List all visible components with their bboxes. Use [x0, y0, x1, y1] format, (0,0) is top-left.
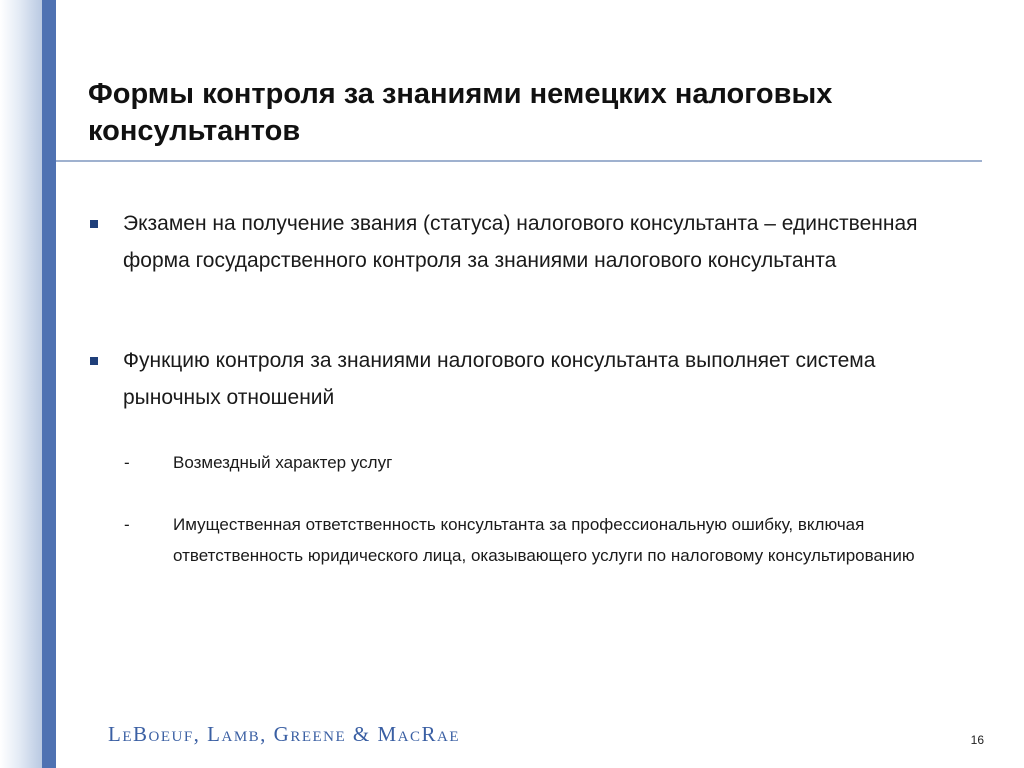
side-gradient-decoration — [0, 0, 42, 768]
sub-item-dash: - — [124, 515, 130, 534]
square-bullet-icon — [90, 357, 98, 365]
slide-title: Формы контроля за знаниями немецких налоговых консультантов — [88, 78, 833, 147]
square-bullet-icon — [90, 220, 98, 228]
sub-item-text: Возмездный характер услуг — [173, 453, 393, 472]
company-logo: LeBoeuf, Lamb, Greene & MacRae — [108, 722, 461, 746]
sub-item-text: Имущественная ответственность консультанта за профессиональную ошибку, включая ответственность юридического лица, оказывающего услуги по налоговому консультированию — [173, 515, 915, 565]
bullet-text: Экзамен на получение звания (статуса) налогового консультанта – единственная форма государственного контроля за знаниями налогового консультанта — [123, 212, 918, 272]
sub-item-dash: - — [124, 453, 130, 472]
bullet-text: Функцию контроля за знаниями налогового консультанта выполняет система рыночных отношений — [123, 349, 876, 409]
side-accent-bar — [42, 0, 56, 768]
title-divider — [56, 160, 982, 162]
page-number: 16 — [970, 733, 984, 747]
